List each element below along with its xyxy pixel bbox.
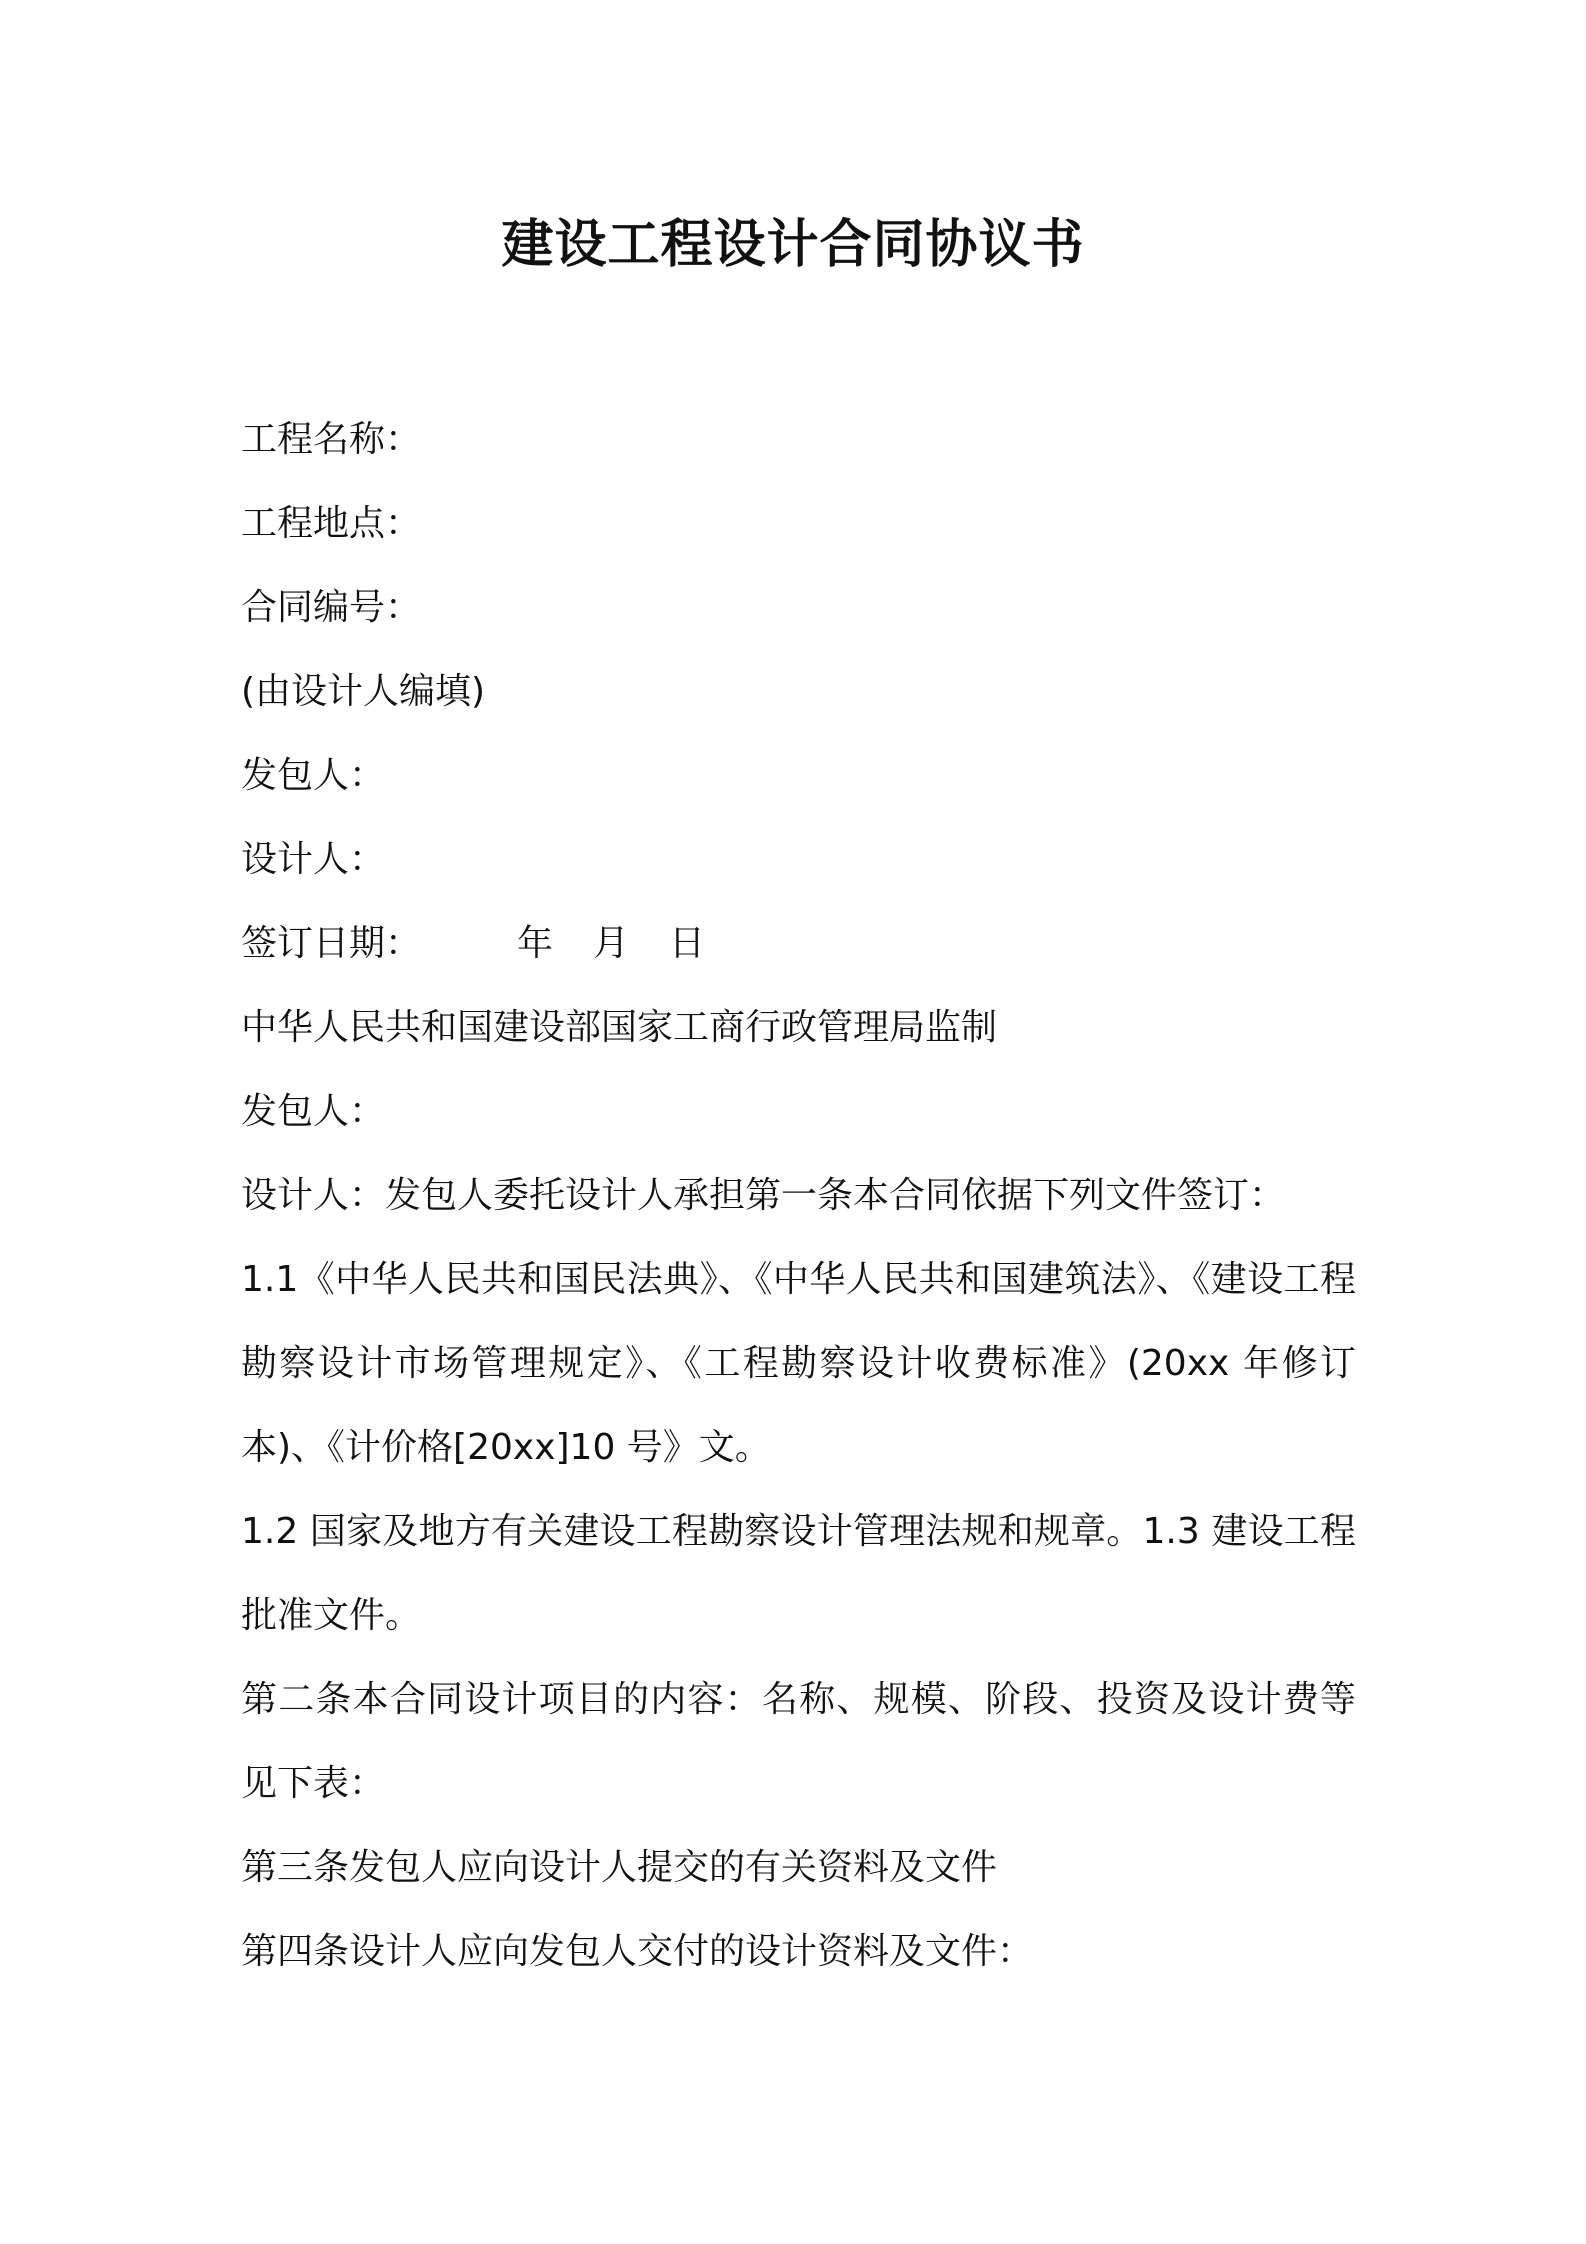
contract-number-field: 合同编号： (241, 587, 422, 628)
day-label: 日 (669, 923, 706, 964)
sign-date-label: 签订日期： (241, 923, 422, 964)
supervisor-line: 中华人民共和国建设部国家工商行政管理局监制 (241, 1007, 998, 1048)
clause-1-1: 1.1《中华人民共和国民法典》、《中华人民共和国建筑法》、《建设工程勘察设计市场管理规定》、《工程勘察设计收费标准》(20xx 年修订本)、《计价格[20xx]10 号》文。 (241, 1259, 1356, 1468)
designer-field: 设计人： (241, 839, 386, 880)
project-name-field: 工程名称： (241, 419, 422, 460)
document-body (241, 398, 1356, 1994)
number-note: (由设计人编填) (241, 671, 486, 712)
year-label: 年 (517, 923, 554, 964)
document-title: 建设工程设计合同协议书 (501, 215, 1085, 275)
project-location-field: 工程地点： (241, 503, 422, 544)
employer-field-2: 发包人： (241, 1091, 386, 1132)
article-4: 第四条设计人应向发包人交付的设计资料及文件： (241, 1931, 1034, 1972)
article-2: 第二条本合同设计项目的内容：名称、规模、阶段、投资及设计费等见下表： (241, 1679, 1356, 1804)
article-3: 第三条发包人应向设计人提交的有关资料及文件 (241, 1847, 998, 1888)
intro-line: 设计人：发包人委托设计人承担第一条本合同依据下列文件签订： (241, 1175, 1286, 1216)
clause-1-2: 1.2 国家及地方有关建设工程勘察设计管理法规和规章。1.3 建设工程批准文件。 (241, 1511, 1356, 1636)
employer-field: 发包人： (241, 755, 386, 796)
sign-date-field (241, 902, 1356, 986)
month-label: 月 (593, 923, 630, 964)
